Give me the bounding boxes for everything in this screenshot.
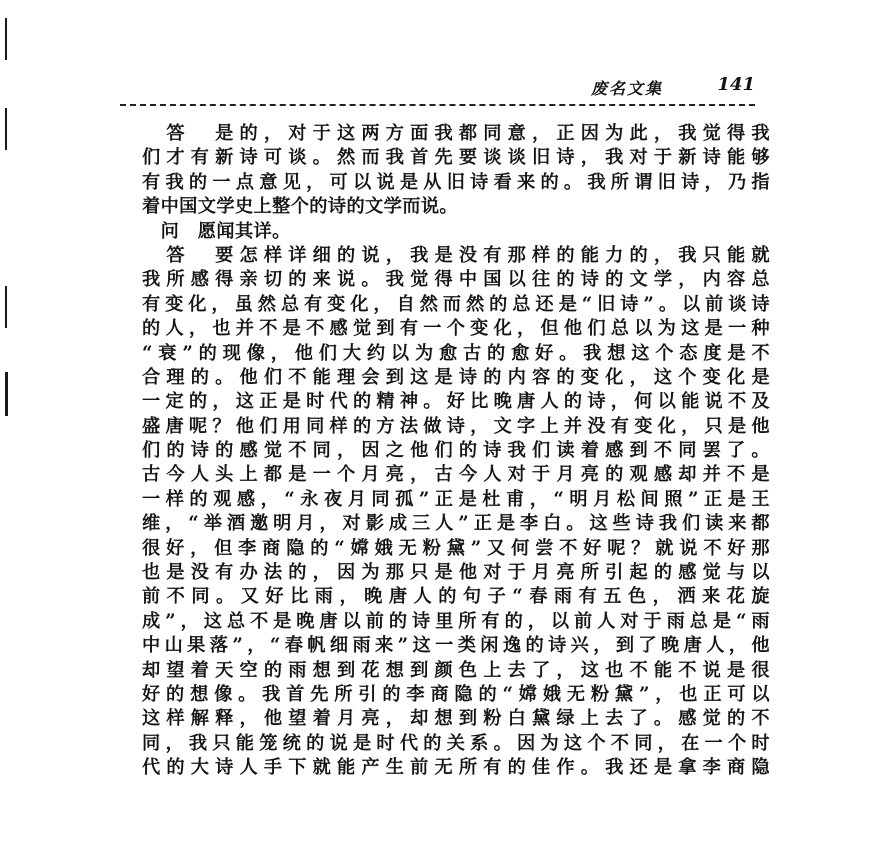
text-line: 古今人头上都是一个月亮，古今人对于月亮的观感却并不是 [142, 464, 770, 486]
text-line: 同，我只能笼统的说是时代的关系。因为这个不同，在一个时 [142, 732, 770, 754]
header-rule [120, 104, 755, 106]
text-line: 答 是的，对于这两方面我都同意，正因为此，我觉得我 [142, 123, 770, 144]
text-line: 好的想像。我首先所引的李商隐的“嫦娥无粉黛”，也正可以 [142, 683, 770, 705]
text-line: 中山果落”，“春帆细雨来”这一类闲逸的诗兴，到了晚唐人，他 [142, 635, 770, 657]
scan-edge-mark [5, 286, 7, 328]
text-line: 答 要怎样详细的说，我是没有那样的能力的，我只能就 [142, 244, 770, 266]
text-line: 有变化，虽然总有变化，自然而然的总还是“旧诗”。以前谈诗 [142, 293, 770, 315]
text-line: “衰”的现像，他们大约以为愈古的愈好。我想这个态度是不 [142, 342, 770, 364]
scan-edge-mark [5, 18, 7, 60]
text-line: 一定的，这正是时代的精神。好比晚唐人的诗，何以能说不及 [142, 391, 770, 413]
text-line: 却望着天空的雨想到花想到颜色上去了，这也不能不说是很 [142, 659, 770, 681]
running-title: 废名文集 [590, 79, 663, 98]
page-number: 141 [717, 74, 755, 95]
text-line: 合理的。他们不能理会到这是诗的内容的变化，这个变化是 [142, 366, 770, 388]
text-line: 盛唐呢？他们用同样的方法做诗，文字上并没有变化，只是他 [142, 415, 770, 437]
text-line: 前不同。又好比雨，晚唐人的句子“春雨有五色，洒来花旋 [142, 586, 770, 608]
text-line: 的人，也并不是不感觉到有一个变化，但他们总以为这是一种 [142, 318, 770, 340]
text-line: 问 愿闻其详。 [142, 220, 291, 242]
text-line: 我所感得亲切的来说。我觉得中国以往的诗的文学，内容总 [142, 269, 770, 291]
scan-edge-mark [5, 108, 7, 150]
text-line: 们才有新诗可谈。然而我首先要谈谈旧诗，我对于新诗能够 [142, 147, 770, 169]
text-line: 很好，但李商隐的“嫦娥无粉黛”又何尝不好呢？就说不好那 [142, 537, 770, 559]
text-line: 代的大诗人手下就能产生前无所有的佳作。我还是拿李商隐 [142, 757, 770, 779]
text-line: 们的诗的感觉不同，因之他们的诗我们读着感到不同罢了。 [142, 440, 770, 462]
scan-edge-mark [5, 372, 8, 416]
text-line: 着中国文学史上整个的诗的文学而说。 [142, 196, 458, 218]
text-line: 有我的一点意见，可以说是从旧诗看来的。我所谓旧诗，乃指 [142, 171, 770, 193]
text-line: 也是没有办法的，因为那只是他对于月亮所引起的感觉与以 [142, 562, 770, 584]
text-body [142, 122, 770, 781]
text-line: 维，“举酒邀明月，对影成三人”正是李白。这些诗我们读来都 [142, 513, 770, 535]
text-line: 这样解释，他望着月亮，却想到粉白黛绿上去了。感觉的不 [142, 708, 770, 730]
text-line: 一样的观感，“永夜月同孤”正是杜甫，“明月松间照”正是王 [142, 488, 770, 510]
text-line: 成”，这总不是晚唐以前的诗里所有的，以前人对于雨总是“雨 [142, 610, 770, 632]
